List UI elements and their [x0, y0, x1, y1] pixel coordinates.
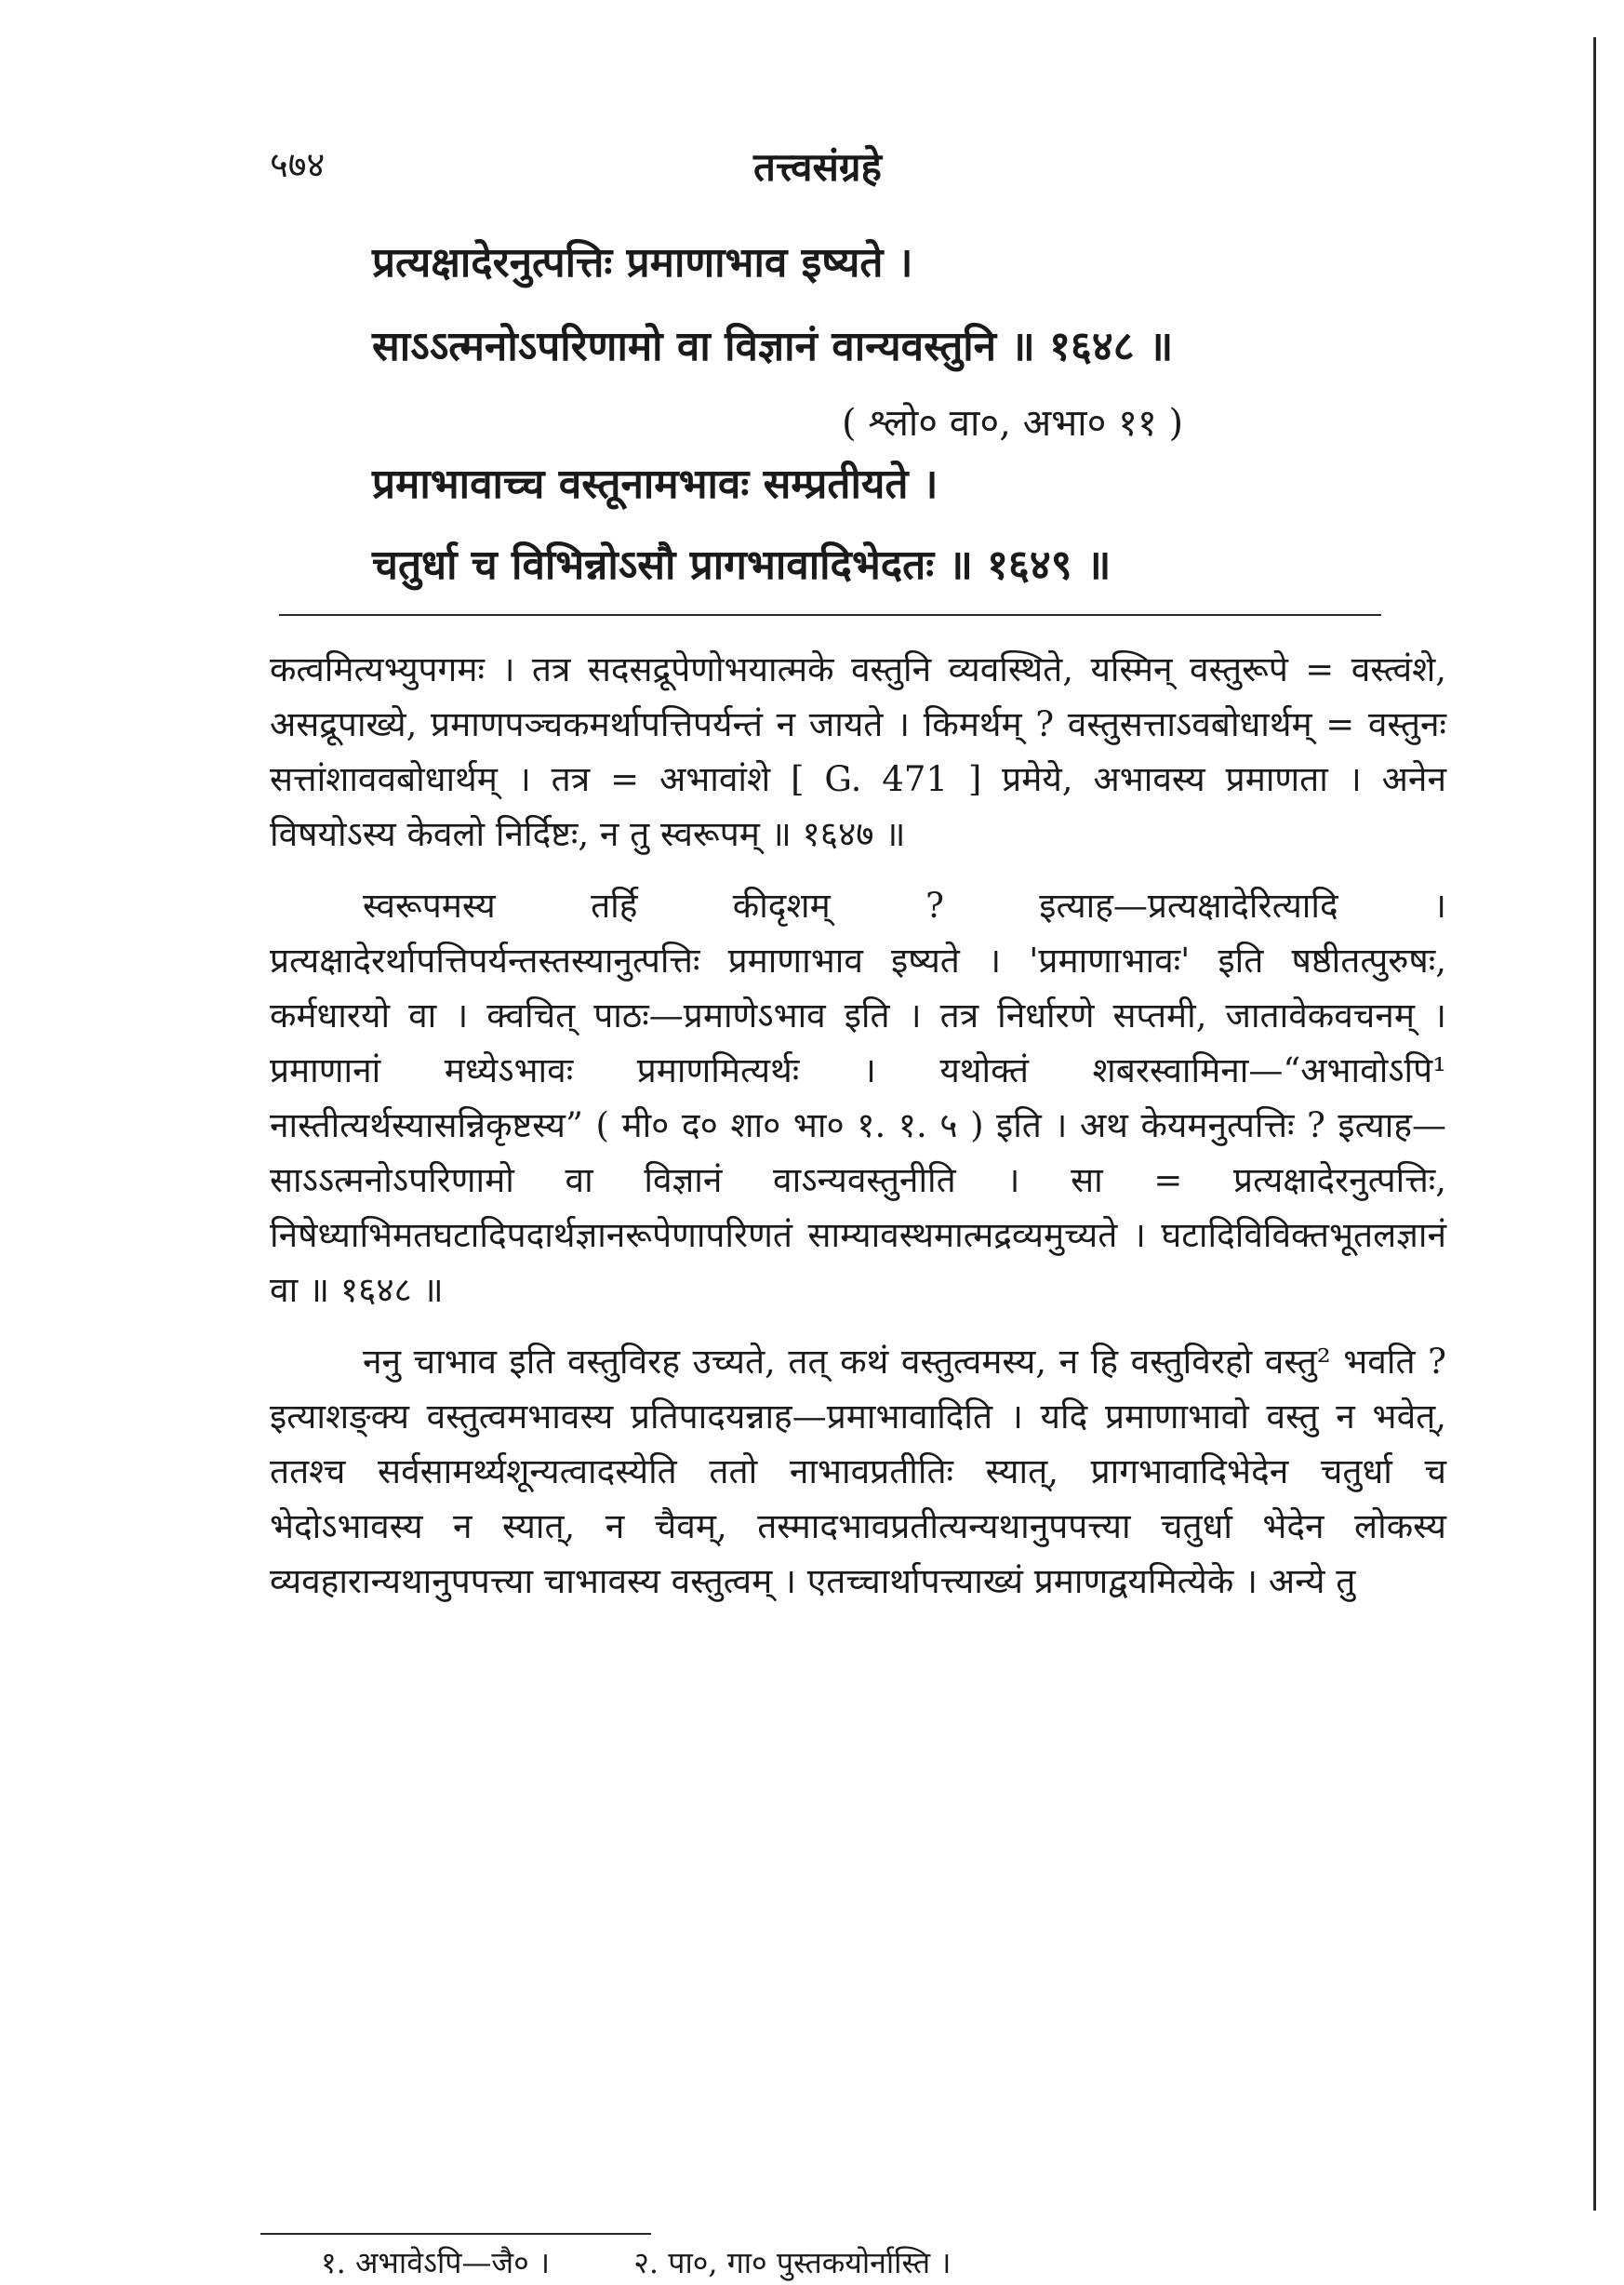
- commentary-body: [270, 642, 1446, 1625]
- source-reference: ( श्लो० वा०, अभा० ११ ): [842, 402, 1184, 445]
- verse-separator-rule: [279, 614, 1381, 616]
- verse-line: साऽऽत्मनोऽपरिणामो वा विज्ञानं वान्यवस्तुनि ॥ १६४८ ॥: [372, 323, 1174, 370]
- commentary-paragraph: कत्वमित्यभ्युपगमः । तत्र सदसद्रूपेणोभयात्मके वस्तुनि व्यवस्थिते, यस्मिन् वस्तुरूपे = वस्त्वंशे, असद्रूपाख्ये, प्रमाणपञ्चकमर्थापत्तिपर्यन्तं न जायते । किमर्थम् ? वस्तुसत्ताऽवबोधार्थम् = वस्तुनः सत्तांशाववबोधार्थम् । तत्र = अभावांशे [ G. 471 ] प्रमेये, अभावस्य प्रमाणता । अनेन विषयोऽस्य केवलो निर्दिष्टः, न तु स्वरूपम् ॥ १६४७ ॥: [270, 649, 1446, 854]
- commentary-paragraph: ननु चाभाव इति वस्तुविरह उच्यते, तत् कथं वस्तुत्वमस्य, न हि वस्तुविरहो वस्तु² भवति ? इत्याशङ्क्य वस्तुत्वमभावस्य प्रतिपादयन्नाह—प्रमाभावादिति । यदि प्रमाणाभावो वस्तु न भवेत्, ततश्च सर्वसामर्थ्यशून्यत्वादस्येति ततो नाभावप्रतीतिः स्यात्, प्रागभावादिभेदेन चतुर्धा च भेदोऽभावस्य न स्यात्, न चैवम्, तस्मादभावप्रतीत्यन्यथानुपपत्त्या चतुर्धा भेदेन लोकस्य व्यवहारान्यथानुपपत्त्या चाभावस्य वस्तुत्वम् । एतच्चार्थापत्त्याख्यं प्रमाणद्वयमित्येके । अन्ये तु: [270, 1342, 1446, 1601]
- footnote-item: २. पा०, गा० पुस्तकयोर्नास्ति ।: [633, 2245, 952, 2280]
- page-number: ५७४: [270, 144, 326, 185]
- verse-line: प्रत्यक्षादेरनुत्पत्तिः प्रमाणाभाव इष्यते ।: [372, 239, 913, 287]
- footnotes: [321, 2242, 1025, 2282]
- page-edge-line: [1593, 37, 1596, 2211]
- verse-line: चतुर्धा च विभिन्नोऽसौ प्रागभावादिभेदतः ॥ १६४९ ॥: [372, 541, 1112, 589]
- footnote-rule: [260, 2233, 651, 2235]
- page-header: [270, 140, 1345, 190]
- running-title: तत्त्वसंग्रहे: [753, 144, 882, 190]
- footnote-item: १. अभावेऽपि—जै० ।: [321, 2245, 551, 2280]
- verse-line: प्रमाभावाच्च वस्तूनामभावः सम्प्रतीयते ।: [372, 461, 938, 508]
- commentary-paragraph: स्वरूपमस्य तर्हि कीदृशम् ? इत्याह—प्रत्यक्षादेरित्यादि । प्रत्यक्षादेरर्थापत्तिपर्यन्तस्तस्यानुत्पत्तिः प्रमाणाभाव इष्यते । 'प्रमाणाभावः' इति षष्ठीतत्पुरुषः, कर्मधारयो वा । क्वचित् पाठः—प्रमाणेऽभाव इति । तत्र निर्धारणे सप्तमी, जातावेकवचनम् । प्रमाणानां मध्येऽभावः प्रमाणमित्यर्थः । यथोक्तं शबरस्वामिना—“अभावोऽपि¹ नास्तीत्यर्थस्यासन्निकृष्टस्य” ( मी० द० शा० भा० १. १. ५ ) इति । अथ केयमनुत्पत्तिः ? इत्याह—साऽऽत्मनोऽपरिणामो वा विज्ञानं वाऽन्यवस्तुनीति । सा = प्रत्यक्षादेरनुत्पत्तिः, निषेध्याभिमतघटादिपदार्थज्ञानरूपेणापरिणतं साम्यावस्थमात्मद्रव्यमुच्यते । घटादिविविक्तभूतलज्ञानं वा ॥ १६४८ ॥: [270, 886, 1446, 1310]
